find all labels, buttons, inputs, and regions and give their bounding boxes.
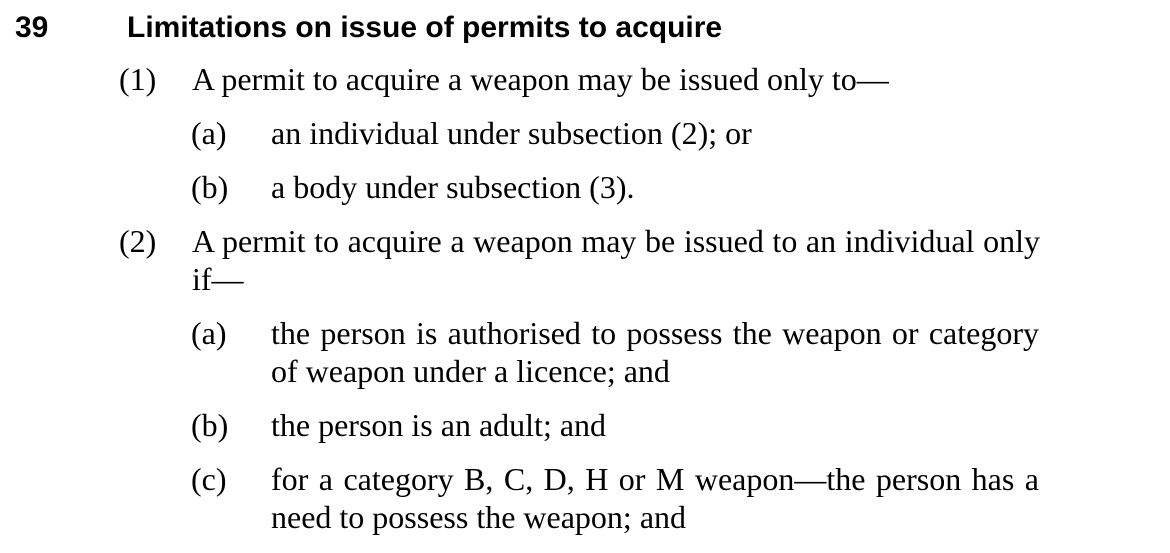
paragraph-text: an individual under subsection (2); or <box>271 115 752 151</box>
section-title: Limitations on issue of permits to acquire <box>127 11 723 44</box>
paragraph-text: the person is authorised to possess the weapon or category of weapon under a licence; and <box>271 315 1039 389</box>
paragraph-number: (b) <box>191 407 229 443</box>
paragraph-number: (a) <box>191 115 227 151</box>
paragraph-text: a body under subsection (3). <box>271 169 635 205</box>
paragraph-number: (c) <box>191 461 227 497</box>
paragraph-number: (b) <box>191 169 229 205</box>
subsection-number: (2) <box>119 223 157 259</box>
paragraph-text: the person is an adult; and <box>271 407 607 443</box>
paragraph-number: (a) <box>191 315 227 351</box>
subsection-text: A permit to acquire a weapon may be issued to an individual only if— <box>192 223 1040 297</box>
paragraph-text: for a category B, C, D, H or M weapon—the person has a need to possess the weapon; and <box>271 461 1039 535</box>
section-number: 39 <box>15 11 49 44</box>
subsection-number: (1) <box>119 61 157 97</box>
subsection-text: A permit to acquire a weapon may be issued only to— <box>192 61 889 97</box>
